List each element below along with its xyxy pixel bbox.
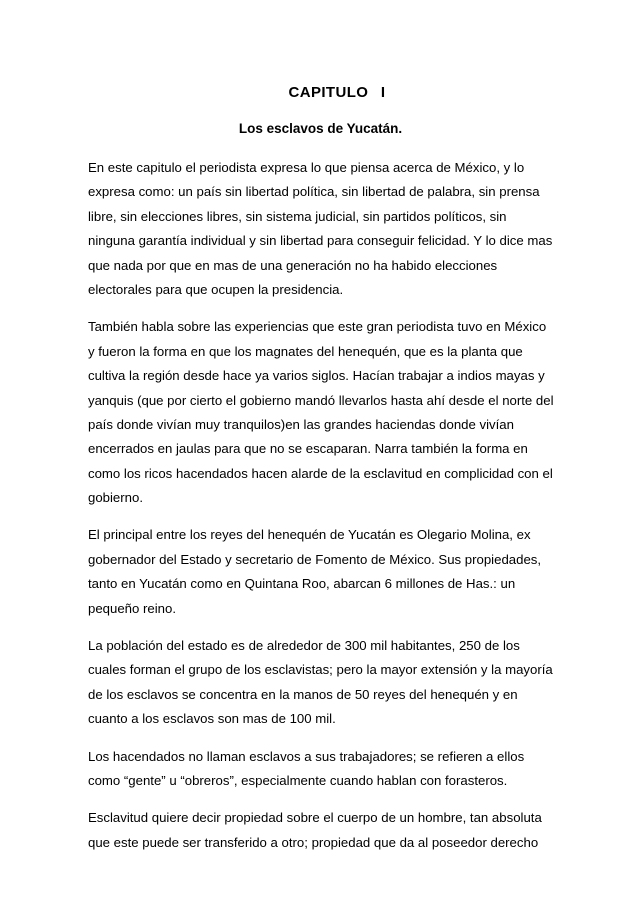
text-line: gobernador del Estado y secretario de Fomento de México. Sus propiedades,: [88, 551, 542, 567]
chapter-title: CAPITULO I: [288, 84, 386, 101]
text-line: que este puede ser transferido a otro; propiedad que da al poseedor derecho: [88, 834, 539, 850]
text-line: cuales forman el grupo de los esclavistas; pero la mayor extensión y la mayoría: [88, 662, 553, 678]
text-line: que nada por que en mas de una generación no ha habido elecciones: [88, 257, 498, 273]
text-line: cultiva la región desde hace ya varios siglos. Hacían trabajar a indios mayas y: [88, 368, 545, 384]
text-line: pequeño reino.: [88, 600, 176, 616]
text-line: yanquis (que por cierto el gobierno mandó llevarlos hasta ahí desde el norte del: [88, 392, 554, 408]
text-line: y fueron la forma en que los magnates del henequén, que es la planta que: [88, 343, 523, 359]
text-line: libre, sin elecciones libres, sin sistema judicial, sin partidos políticos, sin: [88, 208, 507, 224]
text-line: Esclavitud quiere decir propiedad sobre el cuerpo de un hombre, tan absoluta: [88, 810, 542, 826]
text-line: expresa como: un país sin libertad política, sin libertad de palabra, sin prensa: [88, 184, 540, 200]
text-line: país donde vivían muy tranquilos)en las grandes haciendas donde vivían: [88, 416, 514, 432]
text-line: tanto en Yucatán como en Quintana Roo, abarcan 6 millones de Has.: un: [88, 576, 516, 592]
text-line: como los ricos hacendados hacen alarde de la esclavitud en complicidad con el: [88, 465, 553, 481]
text-line: de los esclavos se concentra en la manos de 50 reyes del henequén y en: [88, 686, 518, 702]
text-line: ninguna garantía individual y sin libertad para conseguir felicidad. Y lo dice mas: [88, 233, 553, 249]
chapter-subtitle: Los esclavos de Yucatán.: [238, 121, 403, 136]
paragraph-1: [88, 156, 558, 302]
text-line: También habla sobre las experiencias que este gran periodista tuvo en México: [88, 319, 547, 335]
text-line: electorales para que ocupen la presidencia.: [88, 281, 344, 297]
body-text: [88, 156, 558, 868]
paragraph-5: [88, 745, 558, 794]
paragraph-2: [88, 315, 558, 510]
text-line: Los hacendados no llaman esclavos a sus trabajadores; se refieren a ellos: [88, 748, 525, 764]
text-line: encerrados en jaulas para que no se escaparan. Narra también la forma en: [88, 441, 528, 457]
text-line: como “gente” u “obreros”, especialmente cuando hablan con forasteros.: [88, 772, 508, 788]
text-line: cuanto a los esclavos son mas de 100 mil.: [88, 711, 336, 727]
paragraph-6: [88, 806, 558, 855]
text-line: La población del estado es de alrededor de 300 mil habitantes, 250 de los: [88, 638, 520, 654]
text-line: En este capitulo el periodista expresa lo que piensa acerca de México, y lo: [88, 160, 525, 175]
text-line: El principal entre los reyes del henequén de Yucatán es Olegario Molina, ex: [88, 527, 531, 543]
paragraph-4: [88, 634, 558, 732]
paragraph-3: [88, 523, 558, 621]
text-line: gobierno.: [88, 490, 143, 506]
